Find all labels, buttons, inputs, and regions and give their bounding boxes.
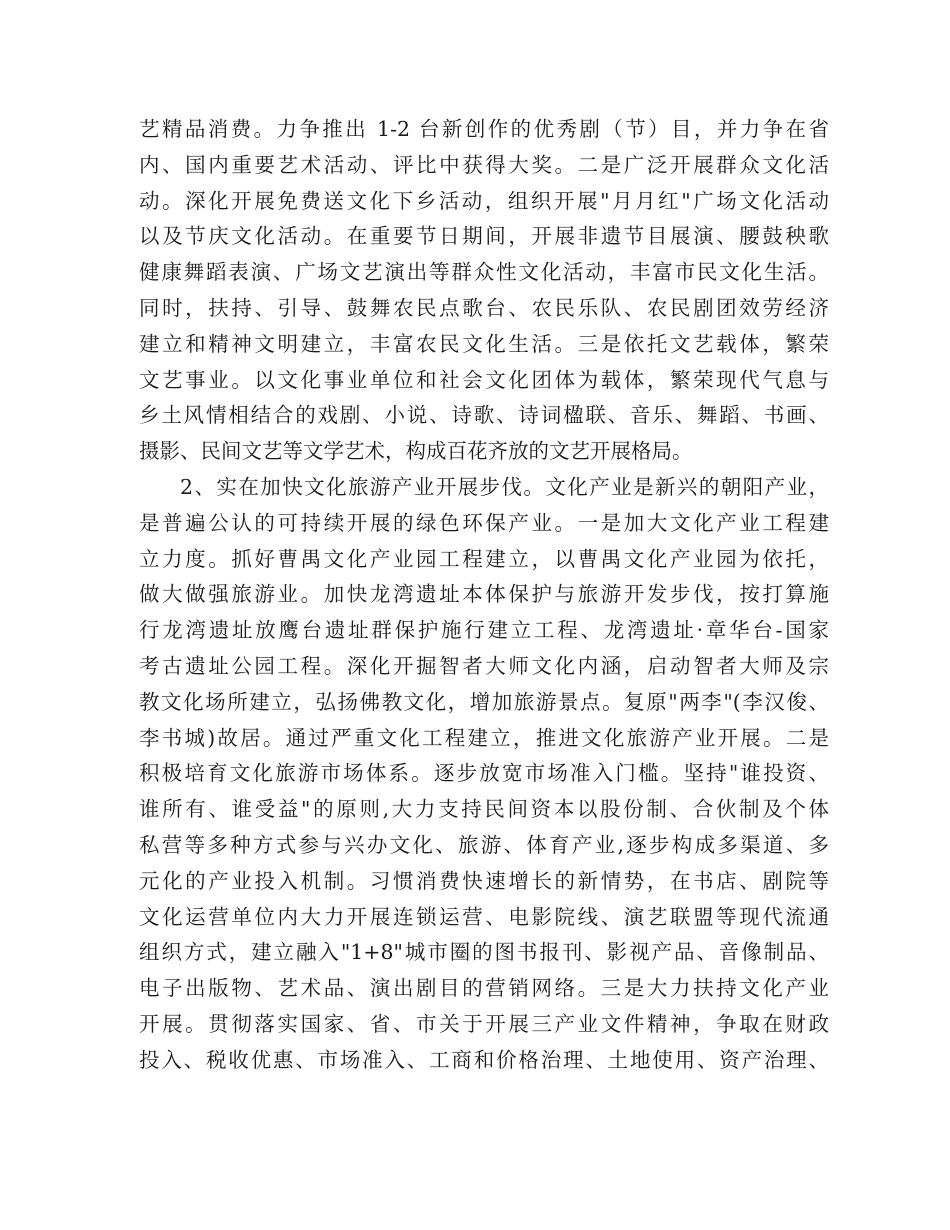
text-line: 文艺事业。以文化事业单位和社会文化团体为载体，繁荣现代气息与 <box>139 367 829 392</box>
text-line: 教文化场所建立，弘扬佛教文化，增加旅游景点。复原"两李"(李汉俊、 <box>139 689 829 714</box>
text-line: 考古遗址公园工程。深化开掘智者大师文化内涵，启动智者大师及宗 <box>139 653 829 678</box>
text-line: 艺精品消费。力争推出 1-2 台新创作的优秀剧（节）目，并力争在省 <box>139 117 829 141</box>
text-line: 积极培育文化旅游市场体系。逐步放宽市场准入门槛。坚持"谁投资、 <box>139 761 829 786</box>
text-line: 元化的产业投入机制。习惯消费快速增长的新情势，在书店、剧院等 <box>139 868 829 893</box>
text-line: 立力度。抓好曹禺文化产业园工程建立，以曹禺文化产业园为依托， <box>139 546 829 571</box>
text-line: 开展。贯彻落实国家、省、市关于开展三产业文件精神，争取在财政 <box>139 1011 829 1036</box>
text-line: 健康舞蹈表演、广场文艺演出等群众性文化活动，丰富市民文化生活。 <box>139 260 829 285</box>
text-line: 是普遍公认的可持续开展的绿色环保产业。一是加大文化产业工程建 <box>139 510 829 535</box>
text-line: 做大做强旅游业。加快龙湾遗址本体保护与旅游开发步伐，按打算施 <box>139 582 829 607</box>
text-line: 2、实在加快文化旅游产业开展步伐。文化产业是新兴的朝阳产业， <box>180 474 829 499</box>
document-body <box>139 112 829 1079</box>
text-line: 电子出版物、艺术品、演出剧目的营销网络。三是大力扶持文化产业 <box>139 976 829 1001</box>
paragraph-2 <box>139 470 829 1079</box>
text-line: 投入、税收优惠、市场准入、工商和价格治理、土地使用、资产治理、 <box>139 1047 829 1072</box>
text-line: 乡土风情相结合的戏剧、小说、诗歌、诗词楹联、音乐、舞蹈、书画、 <box>139 403 829 428</box>
text-line: 动。深化开展免费送文化下乡活动，组织开展"月月红"广场文化活动 <box>139 188 829 213</box>
text-line: 以及节庆文化活动。在重要节日期间，开展非遗节目展演、腰鼓秧歌 <box>139 224 829 249</box>
text-line: 谁所有、谁受益"的原则,大力支持民间资本以股份制、合伙制及个体 <box>139 797 829 822</box>
text-line: 同时，扶持、引导、鼓舞农民点歌台、农民乐队、农民剧团效劳经济 <box>139 295 829 320</box>
text-line: 李书城)故居。通过严重文化工程建立，推进文化旅游产业开展。二是 <box>139 725 829 750</box>
text-line: 摄影、民间文艺等文学艺术，构成百花齐放的文艺开展格局。 <box>139 439 693 464</box>
text-line: 建立和精神文明建立，丰富农民文化生活。三是依托文艺载体，繁荣 <box>139 331 829 356</box>
text-line: 内、国内重要艺术活动、评比中获得大奖。二是广泛开展群众文化活 <box>139 152 829 177</box>
text-line: 组织方式，建立融入"1+8"城市圈的图书报刊、影视产品、音像制品、 <box>139 940 829 965</box>
text-line: 行龙湾遗址放鹰台遗址群保护施行建立工程、龙湾遗址·章华台-国家 <box>139 618 829 643</box>
paragraph-1 <box>139 112 829 470</box>
text-line: 私营等多种方式参与兴办文化、旅游、体育产业,逐步构成多渠道、多 <box>139 832 829 857</box>
text-line: 文化运营单位内大力开展连锁运营、电影院线、演艺联盟等现代流通 <box>139 904 829 929</box>
